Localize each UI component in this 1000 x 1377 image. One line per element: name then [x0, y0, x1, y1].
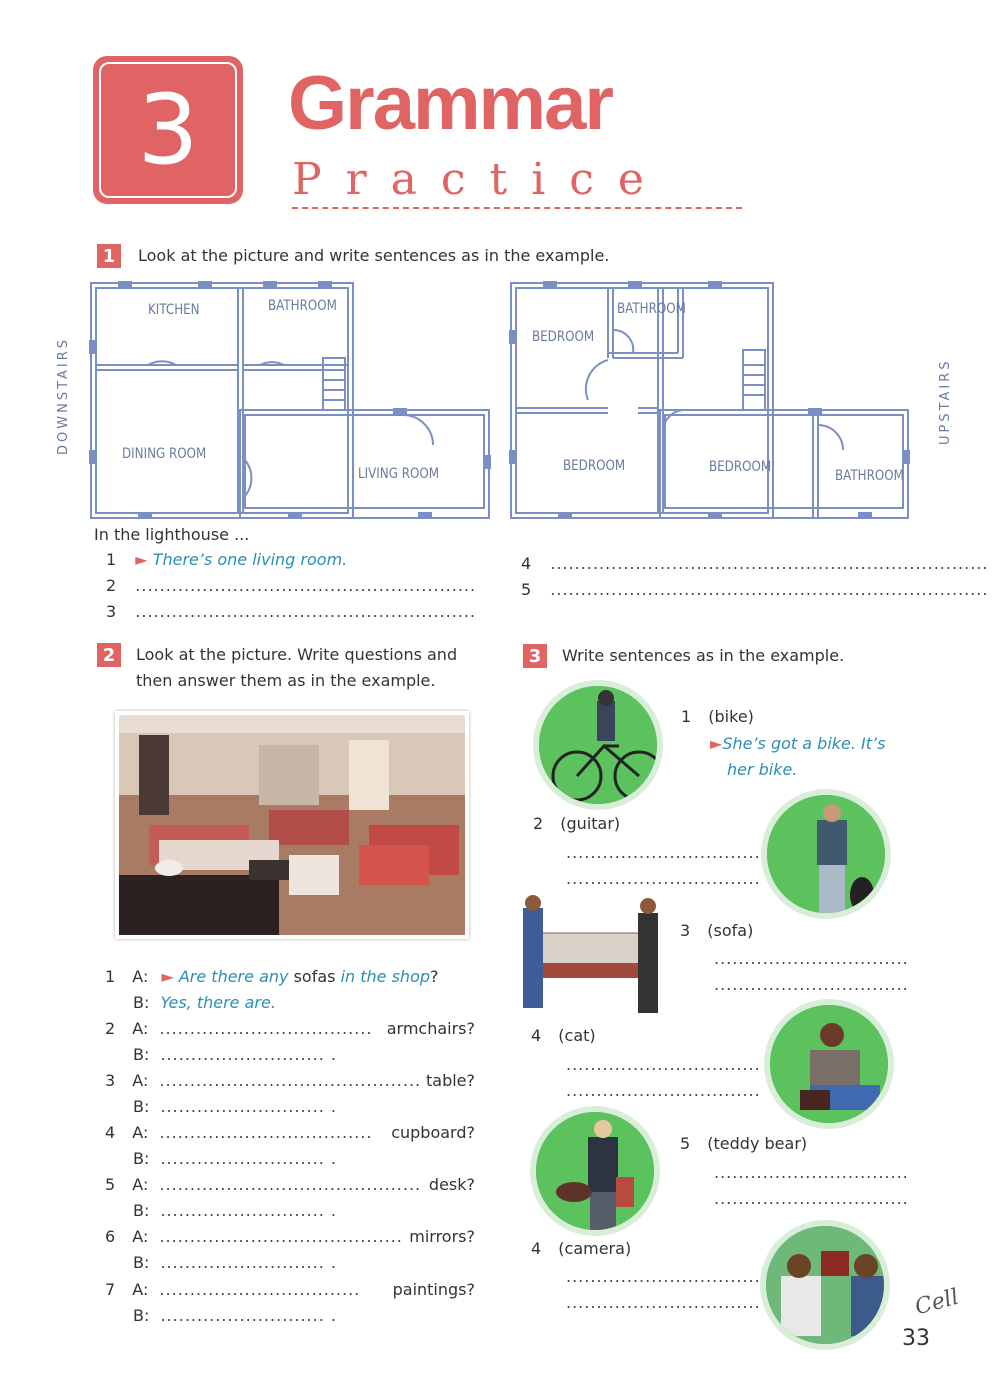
answer-blank[interactable]: ........................... . — [160, 1149, 337, 1168]
answer-blank[interactable]: ................................ — [566, 1267, 761, 1286]
exercise-3-item-5: 5 (teddy bear) — [680, 1134, 808, 1153]
answer-blank[interactable]: ................................ — [714, 975, 909, 994]
exercise-3-item-2: 2 (guitar) — [533, 814, 621, 833]
exercise-3-number: 3 — [523, 644, 547, 668]
exercise-1-item-5[interactable]: 5 ........................................................................ — [521, 580, 989, 599]
answer-blank[interactable]: ................................... — [159, 1123, 373, 1142]
exercise-3-item-3: 3 (sofa) — [680, 921, 754, 940]
downstairs-label: DOWNSTAIRS — [56, 336, 71, 455]
upstairs-floor-plan — [508, 280, 911, 523]
exercise-1-item-4[interactable]: 4 ........................................................................ — [521, 554, 989, 573]
exercise-2-item-4-a[interactable]: 4 A: ................................... cupboard? — [105, 1123, 475, 1142]
exercise-1-intro: In the lighthouse ... — [94, 525, 250, 544]
exercise-3-item-1: 1 (bike) — [681, 707, 754, 726]
exercise-2-item-3-b[interactable]: B: ........................... . — [133, 1097, 337, 1116]
answer-blank[interactable]: ................................... — [159, 1019, 373, 1038]
exercise-2-item-7-a[interactable]: 7 A: ................................. paintings? — [105, 1280, 475, 1299]
room-bathroom-upstairs-1: BATHROOM — [617, 301, 686, 317]
exercise-3-item-6: 4 (camera) — [531, 1239, 632, 1258]
answer-blank[interactable]: ........................... . — [160, 1253, 337, 1272]
exercise-2-item-5-a[interactable]: 5 A: ........................................... desk? — [105, 1175, 475, 1194]
room-bedroom-1: BEDROOM — [532, 329, 595, 345]
answer-blank[interactable]: ................................ — [714, 1189, 909, 1208]
exercise-1-item-2[interactable]: 2 ........................................................ — [106, 576, 477, 595]
exercise-3-item-1-example-line2: her bike. — [727, 760, 798, 779]
exercise-1-item-1: 1 ► There’s one living room. — [106, 550, 348, 569]
exercise-2-item-2-b[interactable]: B: ........................... . — [133, 1045, 337, 1064]
room-living-room: LIVING ROOM — [358, 466, 439, 482]
answer-blank[interactable]: ........................... . — [160, 1201, 337, 1220]
exercise-2-item-1-b: B: Yes, there are. — [133, 993, 276, 1012]
answer-blank[interactable]: ........................................... — [159, 1175, 422, 1194]
furniture-shop-photo — [115, 711, 469, 939]
answer-blank[interactable]: ................................ — [714, 1163, 909, 1182]
exercise-1-item-3[interactable]: 3 ........................................................ — [106, 602, 477, 621]
answer-blank[interactable]: ................................ — [566, 843, 761, 862]
title-divider — [292, 207, 742, 209]
answer-blank[interactable]: ........................... . — [160, 1097, 337, 1116]
answer-blank[interactable]: ................................ — [566, 869, 761, 888]
camera-men-picture — [760, 1220, 890, 1350]
handwritten-signature: Cell — [912, 1284, 962, 1321]
answer-blank[interactable]: ........................... . — [160, 1306, 337, 1325]
exercise-2-item-5-b[interactable]: B: ........................... . — [133, 1201, 337, 1220]
room-bathroom-upstairs-2: BATHROOM — [835, 468, 904, 484]
exercise-3-instruction: Write sentences as in the example. — [562, 646, 845, 665]
exercise-2-item-6-b[interactable]: B: ........................... . — [133, 1253, 337, 1272]
exercise-2-item-1-a: 1 A: ► Are there any sofas in the shop? — [105, 967, 439, 986]
room-kitchen: KITCHEN — [148, 302, 200, 318]
answer-blank[interactable]: ........................................ — [159, 1227, 403, 1246]
room-bedroom-2: BEDROOM — [563, 458, 626, 474]
answer-blank[interactable]: ........................................... — [159, 1071, 422, 1090]
guitar-boy-picture — [761, 789, 891, 919]
exercise-2-instruction-line2: then answer them as in the example. — [136, 671, 436, 690]
page-number: 33 — [902, 1326, 930, 1351]
exercise-2-instruction-line1: Look at the picture. Write questions and — [136, 645, 458, 664]
answer-blank[interactable]: ................................ — [566, 1081, 761, 1100]
sofa-movers-picture — [513, 893, 663, 1023]
answer-blank[interactable]: ................................ — [566, 1055, 761, 1074]
teddy-bear-boy-picture — [530, 1106, 660, 1236]
unit-number: 3 — [137, 74, 199, 186]
item-number: 1 — [106, 550, 117, 569]
answer-blank[interactable]: ........................................................................ — [550, 554, 989, 573]
room-bathroom-downstairs: BATHROOM — [268, 298, 337, 314]
exercise-2-item-7-b[interactable]: B: ........................... . — [133, 1306, 337, 1325]
answer-blank[interactable]: ........................................................ — [135, 576, 477, 595]
answer-blank[interactable]: ........................................................................ — [550, 580, 989, 599]
exercise-2-item-3-a[interactable]: 3 A: ........................................... table? — [105, 1071, 475, 1090]
exercise-3-item-4: 4 (cat) — [531, 1026, 596, 1045]
bike-girl-picture — [533, 680, 663, 810]
exercise-2-item-2-a[interactable]: 2 A: ................................... armchairs? — [105, 1019, 475, 1038]
exercise-1-number: 1 — [97, 244, 121, 268]
answer-blank[interactable]: ................................ — [714, 949, 909, 968]
exercise-2-number: 2 — [97, 643, 121, 667]
example-answer: There’s one living room. — [152, 550, 348, 569]
upstairs-label: UPSTAIRS — [938, 358, 953, 445]
exercise-1-instruction: Look at the picture and write sentences as in the example. — [138, 246, 610, 265]
answer-blank[interactable]: ................................ — [566, 1293, 761, 1312]
answer-blank[interactable]: ........................... . — [160, 1045, 337, 1064]
cat-girl-picture — [764, 999, 894, 1129]
answer-blank[interactable]: ........................................................ — [135, 602, 477, 621]
room-bedroom-3: BEDROOM — [709, 459, 772, 475]
exercise-3-item-1-example-line1: ►She’s got a bike. It’s — [710, 734, 886, 753]
exercise-2-item-4-b[interactable]: B: ........................... . — [133, 1149, 337, 1168]
page-subtitle: Practice — [292, 154, 668, 205]
page-title: Grammar — [288, 61, 612, 146]
room-dining-room: DINING ROOM — [122, 446, 207, 462]
exercise-2-item-6-a[interactable]: 6 A: ........................................ mirrors? — [105, 1227, 475, 1246]
answer-blank[interactable]: ................................. — [159, 1280, 361, 1299]
